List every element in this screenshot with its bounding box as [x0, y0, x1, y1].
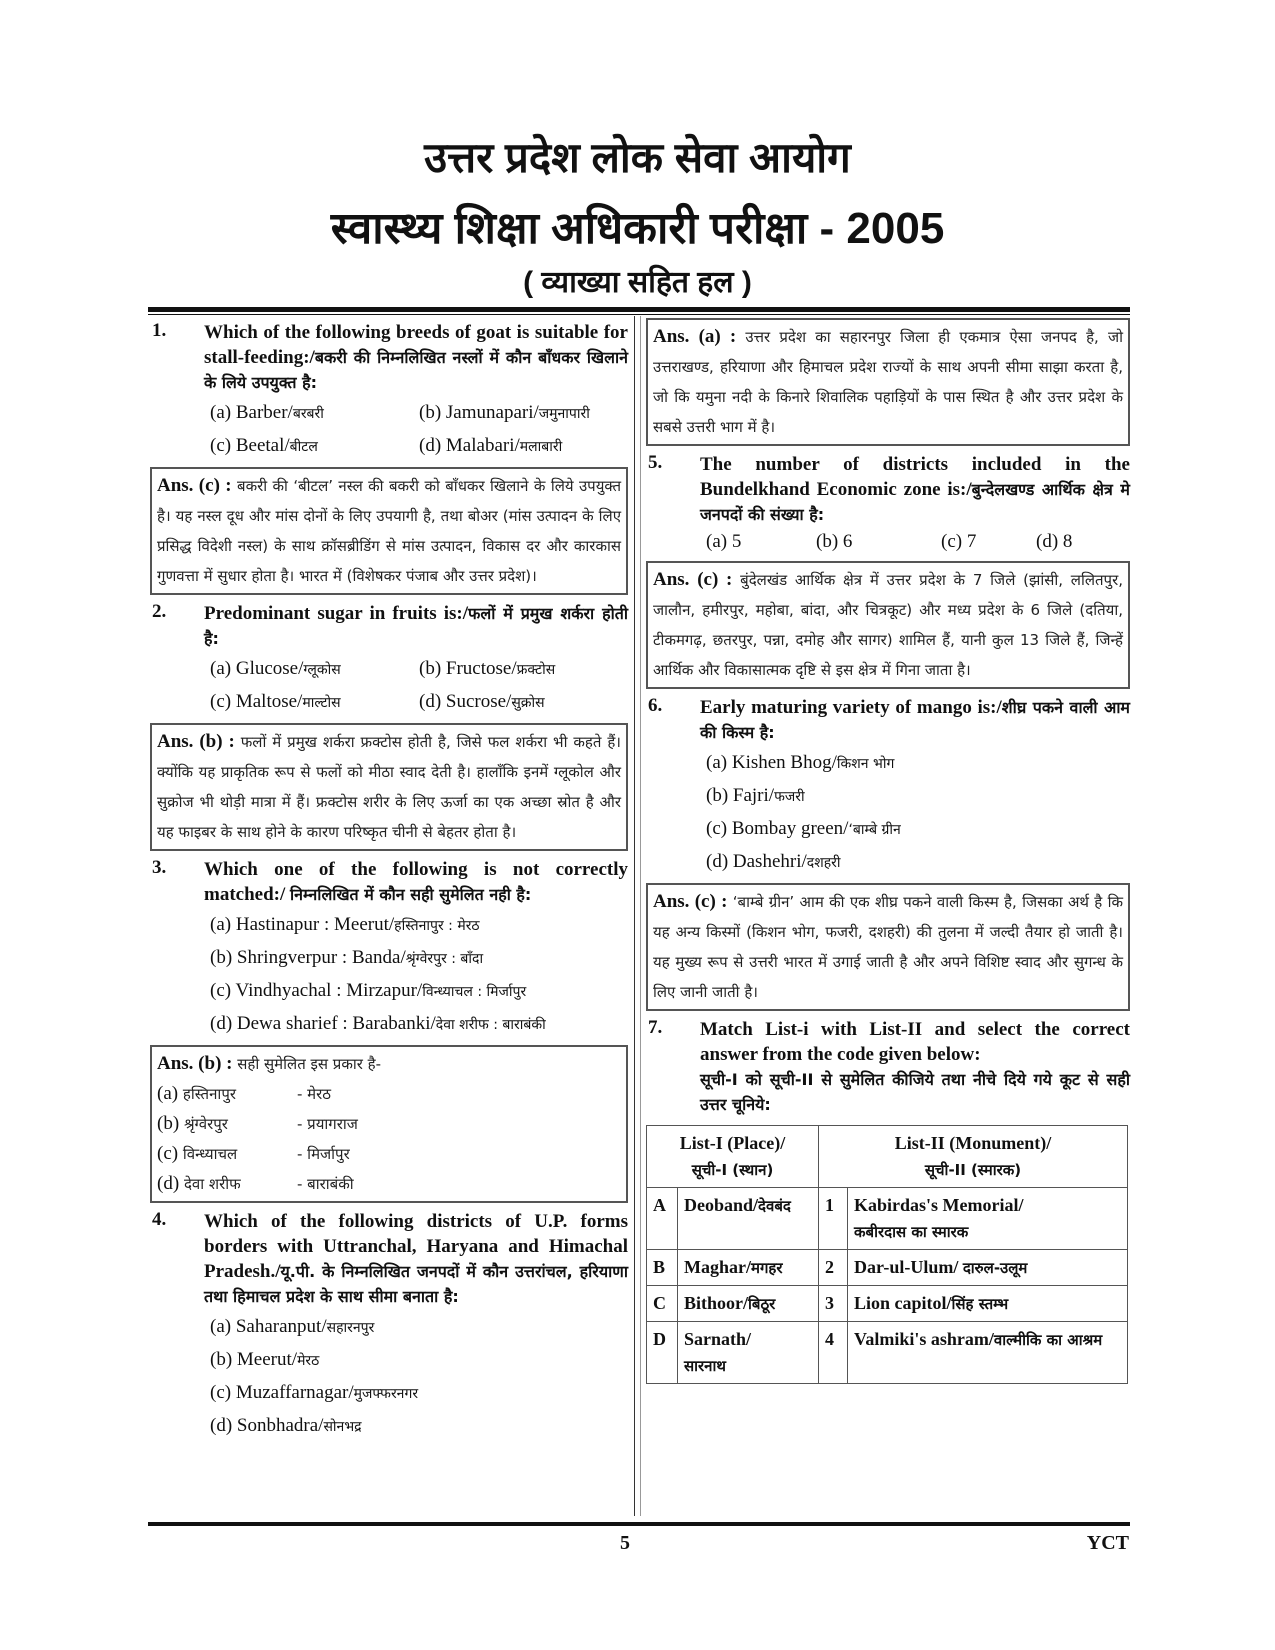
- option-label: (b): [706, 785, 729, 806]
- option-en: Glucose/: [235, 658, 304, 679]
- place-hi: बिठूर: [748, 1295, 776, 1313]
- option-label: (a): [706, 531, 728, 552]
- question-number: 5.: [648, 452, 663, 473]
- option-a: [210, 397, 419, 430]
- header-rule: [148, 307, 1130, 312]
- header-list-1: [647, 1126, 819, 1188]
- option-hi: मुजफ्फरनगर: [353, 1386, 419, 1402]
- option-label: (a): [210, 1316, 232, 1337]
- monument-hi: दारुल-उलूम: [962, 1259, 1028, 1277]
- question-text-en: Match List-i with List-II and select the correct answer from the code given below:: [700, 1019, 1130, 1065]
- answer-pair: [157, 1139, 621, 1169]
- pair-right: - प्रयागराज: [297, 1115, 358, 1133]
- place-en: Sarnath/: [684, 1329, 752, 1349]
- answer-label: Ans. (a) :: [653, 326, 737, 347]
- answer-pair: [157, 1169, 621, 1199]
- header-en: List-II (Monument)/: [894, 1133, 1052, 1153]
- option-en: Fajri/: [732, 785, 775, 806]
- monument-en: Kabirdas's Memorial/: [854, 1195, 1024, 1215]
- option-en: Vindhyachal : Mirzapur/: [235, 980, 423, 1001]
- option-hi: माल्टोस: [302, 695, 341, 711]
- question-text: [700, 452, 1130, 527]
- answer-box: [646, 883, 1130, 1011]
- option-c: [210, 430, 419, 463]
- option-label: (a): [210, 402, 232, 423]
- question-number: 4.: [152, 1209, 167, 1230]
- page-number: 5: [620, 1532, 630, 1554]
- monument-en: Dar-ul-Ulum/: [854, 1257, 963, 1277]
- option-hi: मलाबारी: [519, 439, 563, 455]
- table-row: [647, 1286, 1128, 1322]
- option-en: Bombay green/: [731, 818, 849, 839]
- option-en: Beetal/: [235, 435, 290, 456]
- question-text-hi: शीघ्र पकने वाली आम की किस्म है:: [700, 698, 1131, 742]
- option-hi: किशन भोग: [836, 756, 895, 772]
- option-label: (d): [1036, 531, 1059, 552]
- question-number: 2.: [152, 601, 167, 622]
- monument-hi: सिंह स्तम्भ: [951, 1295, 1009, 1313]
- option-label: (c): [941, 531, 963, 552]
- table-row: [647, 1250, 1128, 1286]
- header-rule-thin: [148, 314, 1130, 315]
- pair-left: श्रृंग्वेरपुर: [183, 1115, 228, 1133]
- option-b: [210, 942, 628, 975]
- answer-text: ‘बाम्बे ग्रीन’ आम की एक शीघ्र पकने वाली किस्म है, जिसका अर्थ है कि यह अन्य किस्मों (किशन भोग, फजरी, दशहरी) की तुलना में जल्दी तैयार हो जाती है। यह मुख्य रूप से उत्तरी भारत में उगाई जाती है और अपने विशिष्ट स्वाद और सुगन्ध के लिए जानी जाती है।: [653, 893, 1123, 1001]
- option-c: [941, 527, 1036, 557]
- option-en: 5: [731, 531, 742, 552]
- option-label: (a): [210, 914, 232, 935]
- option-label: (a): [706, 752, 728, 773]
- answer-box: [150, 467, 628, 595]
- monument-en: Valmiki's ashram/: [854, 1329, 994, 1349]
- option-label: (d): [419, 691, 442, 712]
- option-en: Fructose/: [445, 658, 517, 679]
- pair-left: हस्तिनापुर: [182, 1085, 236, 1103]
- option-en: Meerut/: [236, 1349, 298, 1370]
- options: [706, 747, 1130, 879]
- question-5: [646, 452, 1130, 689]
- right-column: [646, 318, 1130, 1384]
- option-a: [706, 747, 1130, 780]
- option-en: Shringverpur : Banda/: [236, 947, 406, 968]
- option-b: [419, 653, 628, 686]
- monument-cell: [848, 1188, 1128, 1250]
- question-7: [646, 1017, 1130, 1384]
- option-hi: सहारनपुर: [326, 1320, 375, 1336]
- question-text: [204, 857, 628, 907]
- question-text-hi: बकरी की निम्नलिखित नस्लों में कौन बाँधकर खिलाने के लिये उपयुक्त है:: [204, 348, 628, 392]
- question-text-en: Which of the following districts of U.P. forms borders with Uttranchal, Haryana and Himachal Pradesh./: [204, 1211, 628, 1282]
- pair-left: देवा शरीफ: [183, 1175, 241, 1193]
- option-d: [210, 1410, 628, 1443]
- option-d: [419, 430, 628, 463]
- option-hi: सुक्रोस: [511, 695, 545, 711]
- question-2: [150, 601, 628, 851]
- place-hi: देवबंद: [758, 1197, 791, 1215]
- question-1: [150, 320, 628, 595]
- question-text-hi: निम्नलिखित में कौन सही सुमेलित नही है:: [290, 885, 532, 904]
- question-text-en: Predominant sugar in fruits is:/: [204, 603, 469, 624]
- answer-label: Ans. (c) :: [157, 475, 232, 496]
- option-hi: फजरी: [774, 789, 805, 805]
- option-c: [210, 975, 628, 1008]
- option-en: Dewa sharief : Barabanki/: [236, 1013, 436, 1034]
- pair-label: (a): [157, 1083, 179, 1104]
- pair-right: - मिर्जापुर: [297, 1145, 350, 1163]
- option-hi: मेरठ: [297, 1353, 320, 1369]
- option-hi: ‘बाम्बे ग्रीन: [848, 822, 901, 838]
- option-hi: दशहरी: [806, 855, 841, 871]
- option-c: [706, 813, 1130, 846]
- option-b: [419, 397, 628, 430]
- option-en: Barber/: [235, 402, 293, 423]
- answer-text: बुंदेलखंड आर्थिक क्षेत्र में उत्तर प्रदेश के 7 जिले (झांसी, ललितपुर, जालौन, हमीरपुर, महोबा, बांदा, और चित्रकूट) और मध्य प्रदेश के 6 जिले (दतिया, टीकमगढ़, छतरपुर, पन्ना, दमोह और सागर) शामिल हैं, यानी कुल 13 जिले हैं, जिन्हें आर्थिक और विकासात्मक दृष्टि से इस क्षेत्र में गिना जाता है।: [653, 571, 1123, 679]
- answer-text: फलों में प्रमुख शर्करा फ्रक्टोस होती है, जिसे फल शर्करा भी कहते हैं। क्योंकि यह प्राकृतिक रूप से फलों को मीठा स्वाद देती है। हालाँकि इनमें ग्लूकोल और सुक्रोज भी थोड़ी मात्रा में हैं। फ्रक्टोस शरीर के लिए ऊर्जा का एक अच्छा स्रोत है और यह फाइबर के साथ होने के कारण परिष्कृत चीनी से बेहतर होता है।: [157, 733, 621, 841]
- answer-label: Ans. (b) :: [157, 1053, 233, 1074]
- monument-cell: [848, 1322, 1128, 1384]
- question-text-en: Which one of the following is not correctly matched:/: [204, 859, 628, 905]
- option-en: 8: [1062, 531, 1073, 552]
- row-letter: C: [647, 1286, 678, 1322]
- place-en: Bithoor/: [684, 1293, 749, 1313]
- option-en: Muzaffarnagar/: [235, 1382, 354, 1403]
- option-en: Saharanput/: [235, 1316, 327, 1337]
- option-label: (b): [419, 658, 442, 679]
- option-label: (b): [210, 947, 233, 968]
- question-4: [150, 1209, 628, 1443]
- option-label: (d): [706, 851, 729, 872]
- question-number: 6.: [648, 695, 663, 716]
- question-number: 7.: [648, 1017, 663, 1038]
- answer-text: सही सुमेलित इस प्रकार है-: [237, 1055, 382, 1073]
- option-en: 6: [842, 531, 853, 552]
- monument-en: Lion capitol/: [854, 1293, 952, 1313]
- option-label: (c): [210, 1382, 232, 1403]
- question-text-en: The number of districts included in the Bundelkhand Economic zone is:/: [700, 454, 1130, 500]
- table-row: [647, 1188, 1128, 1250]
- options: [210, 653, 628, 719]
- match-table: [646, 1125, 1128, 1384]
- option-b: [706, 780, 1130, 813]
- options: [210, 1311, 628, 1443]
- option-hi: फ्रक्टोस: [516, 662, 556, 678]
- option-en: Kishen Bhog/: [731, 752, 837, 773]
- option-hi: सोनभद्र: [323, 1419, 362, 1435]
- option-d: [1036, 527, 1072, 557]
- option-en: Dashehri/: [732, 851, 807, 872]
- answer-label: Ans. (c) :: [653, 891, 728, 912]
- option-label: (a): [210, 658, 232, 679]
- question-text-hi: फलों में प्रमुख शर्करा होती है:: [204, 604, 628, 648]
- question-6: [646, 695, 1130, 1011]
- question-number: 3.: [152, 857, 167, 878]
- question-text: [204, 320, 628, 395]
- question-text: [204, 601, 628, 651]
- option-hi: बरबरी: [292, 406, 324, 422]
- left-column: [150, 318, 628, 1443]
- header-hi: सूची-II (स्मारक): [924, 1161, 1022, 1179]
- place-en: Maghar/: [684, 1257, 751, 1277]
- row-number: 4: [819, 1322, 848, 1384]
- answer-text: उत्तर प्रदेश का सहारनपुर जिला ही एकमात्र ऐसा जनपद है, जो उत्तराखण्ड, हरियाणा और हिमाचल प्रदेश राज्यों के साथ अपनी सीमा साझा करता है, जो कि यमुना नदी के किनारे शिवालिक पहाड़ियों के पास स्थित है और उत्तर प्रदेश के सबसे उत्तरी भाग में है।: [653, 328, 1123, 436]
- option-c: [210, 686, 419, 719]
- option-hi: बीटल: [289, 439, 318, 455]
- place-en: Deoband/: [684, 1195, 759, 1215]
- option-hi: विन्ध्याचल : मिर्जापुर: [422, 984, 527, 1000]
- question-text-en: Early maturing variety of mango is:/: [700, 697, 1002, 718]
- option-label: (b): [210, 1349, 233, 1370]
- answer-box-q4: [646, 318, 1130, 446]
- option-en: Jamunapari/: [445, 402, 539, 423]
- option-hi: श्रृंग्वेरपुर : बाँदा: [405, 951, 484, 967]
- header-en: List-I (Place)/: [679, 1133, 786, 1153]
- row-number: 1: [819, 1188, 848, 1250]
- options: [706, 527, 1130, 557]
- option-hi: हस्तिनापुर : मेरठ: [394, 918, 480, 934]
- question-text: [204, 1209, 628, 1309]
- option-label: (b): [816, 531, 839, 552]
- row-letter: A: [647, 1188, 678, 1250]
- option-a: [210, 1311, 628, 1344]
- options: [210, 909, 628, 1041]
- table-row: [647, 1322, 1128, 1384]
- option-label: (c): [706, 818, 728, 839]
- monument-cell: [848, 1286, 1128, 1322]
- monument-hi: वाल्मीकि का आश्रम: [993, 1331, 1103, 1349]
- header-line-1: उत्तर प्रदेश लोक सेवा आयोग: [424, 134, 851, 181]
- column-divider: [634, 316, 635, 1516]
- question-text-hi: सूची-I को सूची-II से सुमेलित कीजिये तथा नीचे दिये गये कूट से सही उत्तर चूनिये:: [700, 1070, 1130, 1114]
- question-3: [150, 857, 628, 1203]
- table-header-row: [647, 1126, 1128, 1188]
- monument-cell: [848, 1250, 1128, 1286]
- answer-label: Ans. (b) :: [157, 731, 235, 752]
- option-a: [210, 909, 628, 942]
- option-en: Sucrose/: [445, 691, 512, 712]
- option-en: Hastinapur : Meerut/: [235, 914, 395, 935]
- row-number: 2: [819, 1250, 848, 1286]
- answer-text: बकरी की ‘बीटल’ नस्ल की बकरी को बाँधकर खिलाने के लिये उपयुक्त है। यह नस्ल दूध और मांस दोनों के लिए उपयागी है, तथा बोअर (मांस उत्पादन के लिए प्रसिद्ध विदेशी नस्ल) के साथ क्रॉसब्रीडिंग से मांस उत्पादन, विकास दर और कारकास गुणवत्ता में सुधार होता है। भारत में (विशेषकर पंजाब और उत्तर प्रदेश)।: [157, 477, 621, 585]
- pair-right: - बाराबंकी: [297, 1175, 354, 1193]
- question-text-en: Which of the following breeds of goat is suitable for stall-feeding:/: [204, 322, 628, 368]
- answer-pair: [157, 1079, 621, 1109]
- answer-box: [150, 1045, 628, 1203]
- answer-pair: [157, 1109, 621, 1139]
- option-a: [210, 653, 419, 686]
- option-d: [706, 846, 1130, 879]
- publisher-brand: YCT: [1086, 1532, 1129, 1554]
- question-text-hi: बुन्देलखण्ड आर्थिक क्षेत्र मे जनपदों की संख्या है:: [700, 480, 1131, 524]
- option-label: (b): [419, 402, 442, 423]
- option-b: [816, 527, 941, 557]
- place-cell: [678, 1188, 819, 1250]
- option-en: Maltose/: [235, 691, 303, 712]
- place-cell: [678, 1286, 819, 1322]
- header-line-3: ( व्याख्या सहित हल ): [523, 266, 752, 299]
- place-hi: सारनाथ: [684, 1357, 726, 1375]
- pair-label: (b): [157, 1113, 180, 1134]
- question-text: [700, 695, 1130, 745]
- option-hi: जमुनापारी: [538, 406, 590, 422]
- option-d: [419, 686, 628, 719]
- option-label: (d): [210, 1415, 233, 1436]
- answer-label: Ans. (c) :: [653, 569, 733, 590]
- option-c: [210, 1377, 628, 1410]
- row-letter: B: [647, 1250, 678, 1286]
- option-a: [706, 527, 816, 557]
- header-list-2: [819, 1126, 1128, 1188]
- row-number: 3: [819, 1286, 848, 1322]
- option-label: (c): [210, 980, 232, 1001]
- option-en: Malabari/: [445, 435, 520, 456]
- option-en: 7: [966, 531, 977, 552]
- column-divider-inner: [640, 316, 641, 1516]
- option-b: [210, 1344, 628, 1377]
- option-d: [210, 1008, 628, 1041]
- answer-box: [646, 561, 1130, 689]
- pair-left: विन्ध्याचल: [182, 1145, 238, 1163]
- row-letter: D: [647, 1322, 678, 1384]
- answer-box: [150, 723, 628, 851]
- option-en: Sonbhadra/: [236, 1415, 324, 1436]
- options: [210, 397, 628, 463]
- header-line-2: स्वास्थ्य शिक्षा अधिकारी परीक्षा - 2005: [330, 204, 945, 253]
- option-hi: ग्लूकोस: [303, 662, 341, 678]
- pair-right: - मेरठ: [297, 1085, 332, 1103]
- option-hi: देवा शरीफ : बाराबंकी: [435, 1017, 546, 1033]
- question-text-hi: यू.पी. के निम्नलिखित जनपदों में कौन उत्तरांचल, हरियाणा तथा हिमाचल प्रदेश के साथ सीमा बनाता है:: [204, 1262, 628, 1306]
- question-number: 1.: [152, 320, 167, 341]
- option-label: (c): [210, 435, 232, 456]
- option-label: (d): [419, 435, 442, 456]
- question-text: [700, 1017, 1130, 1117]
- option-label: (d): [210, 1013, 233, 1034]
- monument-hi: कबीरदास का स्मारक: [854, 1223, 969, 1241]
- place-cell: [678, 1250, 819, 1286]
- pair-label: (c): [157, 1143, 179, 1164]
- place-cell: [678, 1322, 819, 1384]
- header-hi: सूची-I (स्थान): [691, 1161, 774, 1179]
- footer-rule: [148, 1522, 1130, 1526]
- place-hi: मगहर: [751, 1259, 783, 1277]
- option-label: (c): [210, 691, 232, 712]
- pair-label: (d): [157, 1173, 180, 1194]
